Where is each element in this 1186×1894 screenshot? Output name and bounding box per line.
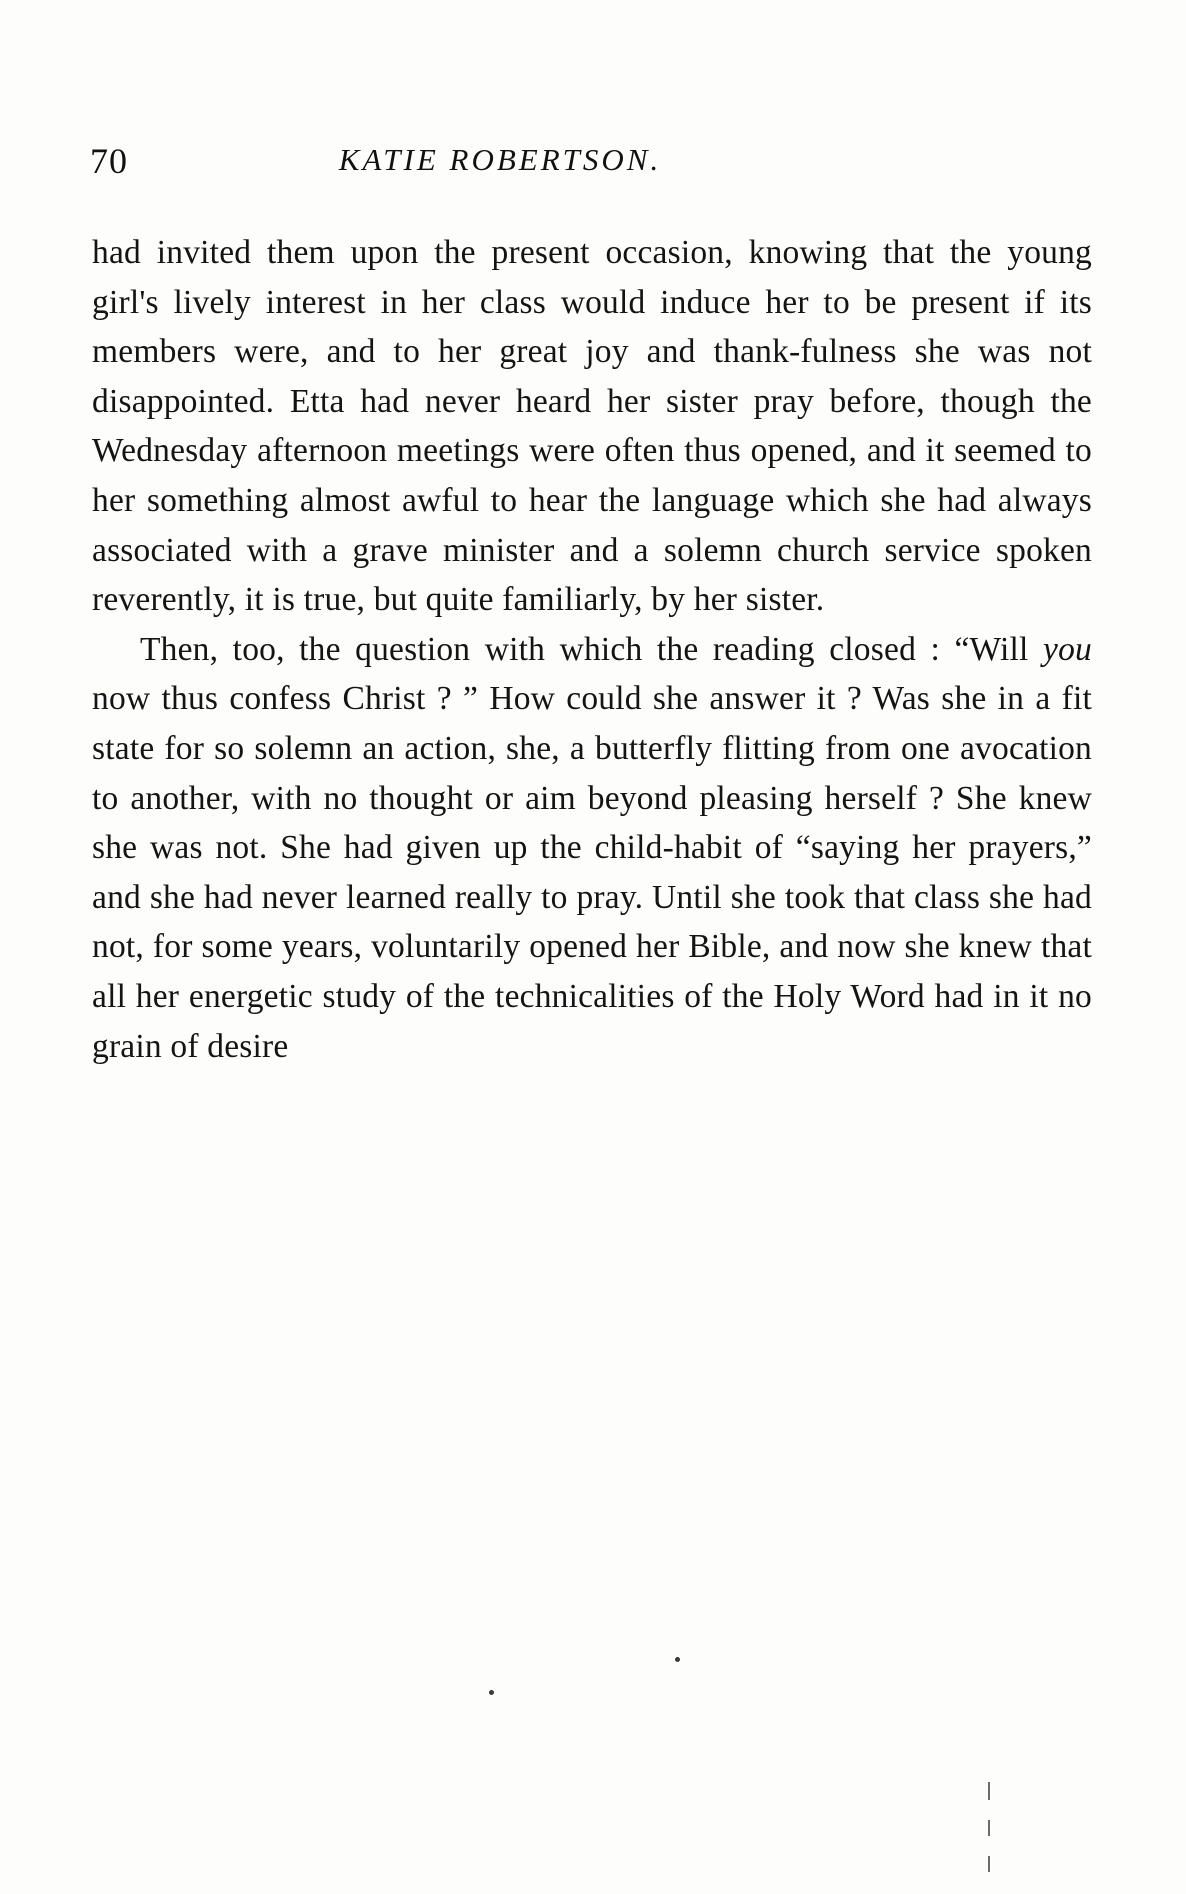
page-number: 70 [90,141,128,181]
page-speck [675,1657,680,1662]
page-header [90,140,1096,200]
page-edge-marks [988,1782,1000,1882]
running-title: KATIE ROBERTSON. [338,142,662,177]
paragraph-text-before: Then, too, the question with which the reading closed : “Will [140,630,1044,668]
paragraph: had invited them upon the present occasion, knowing that the young girl's lively interest in her class would induce her to be present if its members were, and to her great joy and thank-fulness she was not disappointed. Etta had never heard her sister pray before, though the Wednesday afternoon meetings were often thus opened, and it seemed to her something almost awful to hear the language which she had always associated with a grave minister and a solemn church service spoken reverently, it is true, but quite familiarly, by her sister. [92,234,1092,619]
body-text [92,228,1092,1071]
emphasis-word: you [1043,630,1092,668]
page-speck [489,1690,494,1695]
paragraph [92,625,1092,1071]
paragraph-text-after: now thus confess Christ ? ” How could she answer it ? Was she in a fit state for so solemn an action, she, a butterfly flitting from one avocation to another, with no thought or aim beyond pleasing herself ? She knew she was not. She had given up the child-habit of “saying her prayers,” and she had never learned really to pray. Until she took that class she had not, for some years, voluntarily opened her Bible, and now she knew that all her energetic study of the technicalities of the Holy Word had in it no grain of desire [92,680,1092,1065]
